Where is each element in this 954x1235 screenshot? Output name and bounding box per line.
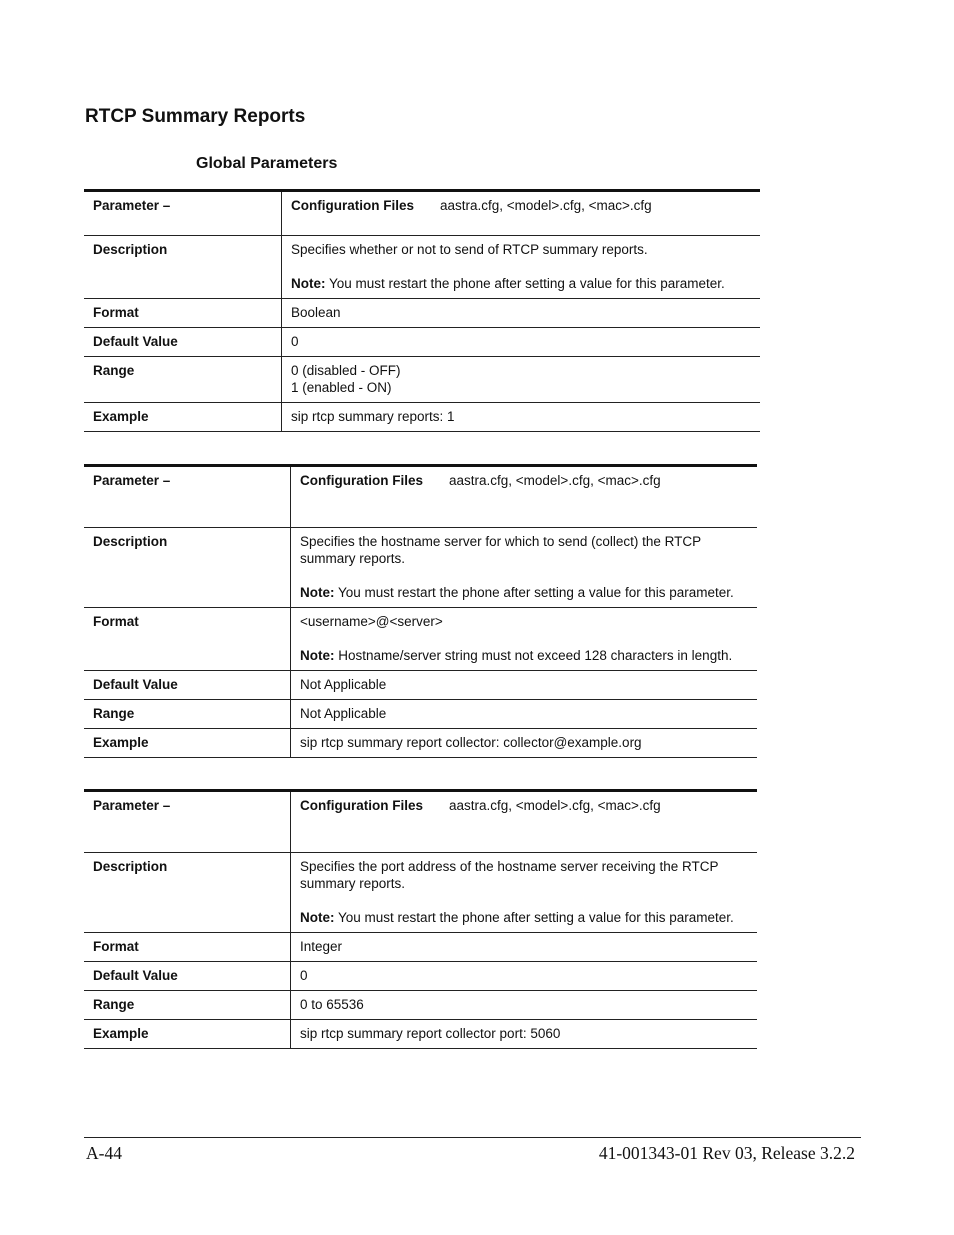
default-value: 0 [282, 328, 761, 357]
table-row [84, 357, 760, 403]
table-row [84, 729, 757, 758]
document-id: 41-001343-01 Rev 03, Release 3.2.2 [598, 1143, 855, 1163]
format-cell [291, 608, 758, 671]
range-label: Range [84, 357, 282, 403]
table-row [84, 328, 760, 357]
param-label: Parameter – [93, 198, 171, 213]
param-label: Parameter – [93, 473, 171, 488]
range-cell [282, 357, 761, 403]
table-row [84, 700, 757, 729]
format-value: Boolean [282, 299, 761, 328]
table-row [84, 236, 760, 299]
description-text: Specifies the hostname server for which to send (collect) the RTCP summary reports. [300, 534, 701, 566]
range-value: 0 to 65536 [291, 991, 758, 1020]
description-label: Description [84, 853, 291, 933]
config-files-cell [291, 791, 758, 853]
subsection-heading: Global Parameters [196, 155, 338, 172]
default-label: Default Value [84, 671, 291, 700]
config-files-label: Configuration Files [300, 798, 423, 813]
config-files-cell [282, 191, 761, 236]
config-files-value: aastra.cfg, <model>.cfg, <mac>.cfg [440, 198, 652, 213]
example-label: Example [84, 1020, 291, 1049]
note-text: You must restart the phone after setting a value for this parameter. [338, 585, 734, 600]
note-label: Note: [291, 276, 326, 291]
config-files-cell [291, 466, 758, 528]
config-files-label: Configuration Files [291, 198, 414, 213]
table-row [84, 299, 760, 328]
config-files-value: aastra.cfg, <model>.cfg, <mac>.cfg [449, 798, 661, 813]
parameter-table [84, 789, 757, 1049]
page-number: A-44 [86, 1143, 122, 1163]
table-row [84, 528, 757, 608]
example-value: sip rtcp summary report collector: collector@example.org [291, 729, 758, 758]
description-text: Specifies whether or not to send of RTCP summary reports. [291, 242, 648, 257]
description-cell [291, 528, 758, 608]
range-value: Not Applicable [291, 700, 758, 729]
description-cell [282, 236, 761, 299]
table-row [84, 608, 757, 671]
param-label: Parameter – [93, 798, 171, 813]
example-label: Example [84, 729, 291, 758]
format-label: Format [84, 299, 282, 328]
default-value: Not Applicable [291, 671, 758, 700]
restart-note [291, 275, 751, 292]
table-row [84, 191, 760, 236]
table-row [84, 791, 757, 853]
note-label: Note: [300, 910, 335, 925]
param-label-cell [84, 791, 291, 853]
table-row [84, 466, 757, 528]
config-files-value: aastra.cfg, <model>.cfg, <mac>.cfg [449, 473, 661, 488]
parameter-table [84, 464, 757, 758]
description-label: Description [84, 528, 291, 608]
default-label: Default Value [84, 962, 291, 991]
format-label: Format [84, 933, 291, 962]
format-value: <username>@<server> [300, 614, 443, 629]
restart-note [300, 909, 748, 926]
table-row [84, 933, 757, 962]
default-value: 0 [291, 962, 758, 991]
note-text: You must restart the phone after setting a value for this parameter. [329, 276, 725, 291]
default-label: Default Value [84, 328, 282, 357]
parameter-table [84, 189, 760, 432]
note-label: Note: [300, 585, 335, 600]
table-row [84, 403, 760, 432]
description-cell [291, 853, 758, 933]
example-label: Example [84, 403, 282, 432]
param-label-cell [84, 191, 282, 236]
description-text: Specifies the port address of the hostname server receiving the RTCP summary reports. [300, 859, 719, 891]
restart-note [300, 584, 748, 601]
note-text: Hostname/server string must not exceed 128 characters in length. [338, 648, 733, 663]
range-line: 1 (enabled - ON) [291, 380, 392, 395]
table-row [84, 962, 757, 991]
note-label: Note: [300, 648, 335, 663]
table-row [84, 853, 757, 933]
range-label: Range [84, 991, 291, 1020]
range-label: Range [84, 700, 291, 729]
example-value: sip rtcp summary reports: 1 [282, 403, 761, 432]
example-value: sip rtcp summary report collector port: 5060 [291, 1020, 758, 1049]
table-row [84, 671, 757, 700]
range-line: 0 (disabled - OFF) [291, 363, 401, 378]
table-row [84, 991, 757, 1020]
param-label-cell [84, 466, 291, 528]
format-label: Format [84, 608, 291, 671]
table-row [84, 1020, 757, 1049]
section-heading: RTCP Summary Reports [85, 106, 306, 127]
note-text: You must restart the phone after setting a value for this parameter. [338, 910, 734, 925]
config-files-label: Configuration Files [300, 473, 423, 488]
description-label: Description [84, 236, 282, 299]
format-note [300, 647, 748, 664]
format-value: Integer [291, 933, 758, 962]
footer-divider [84, 1137, 861, 1138]
